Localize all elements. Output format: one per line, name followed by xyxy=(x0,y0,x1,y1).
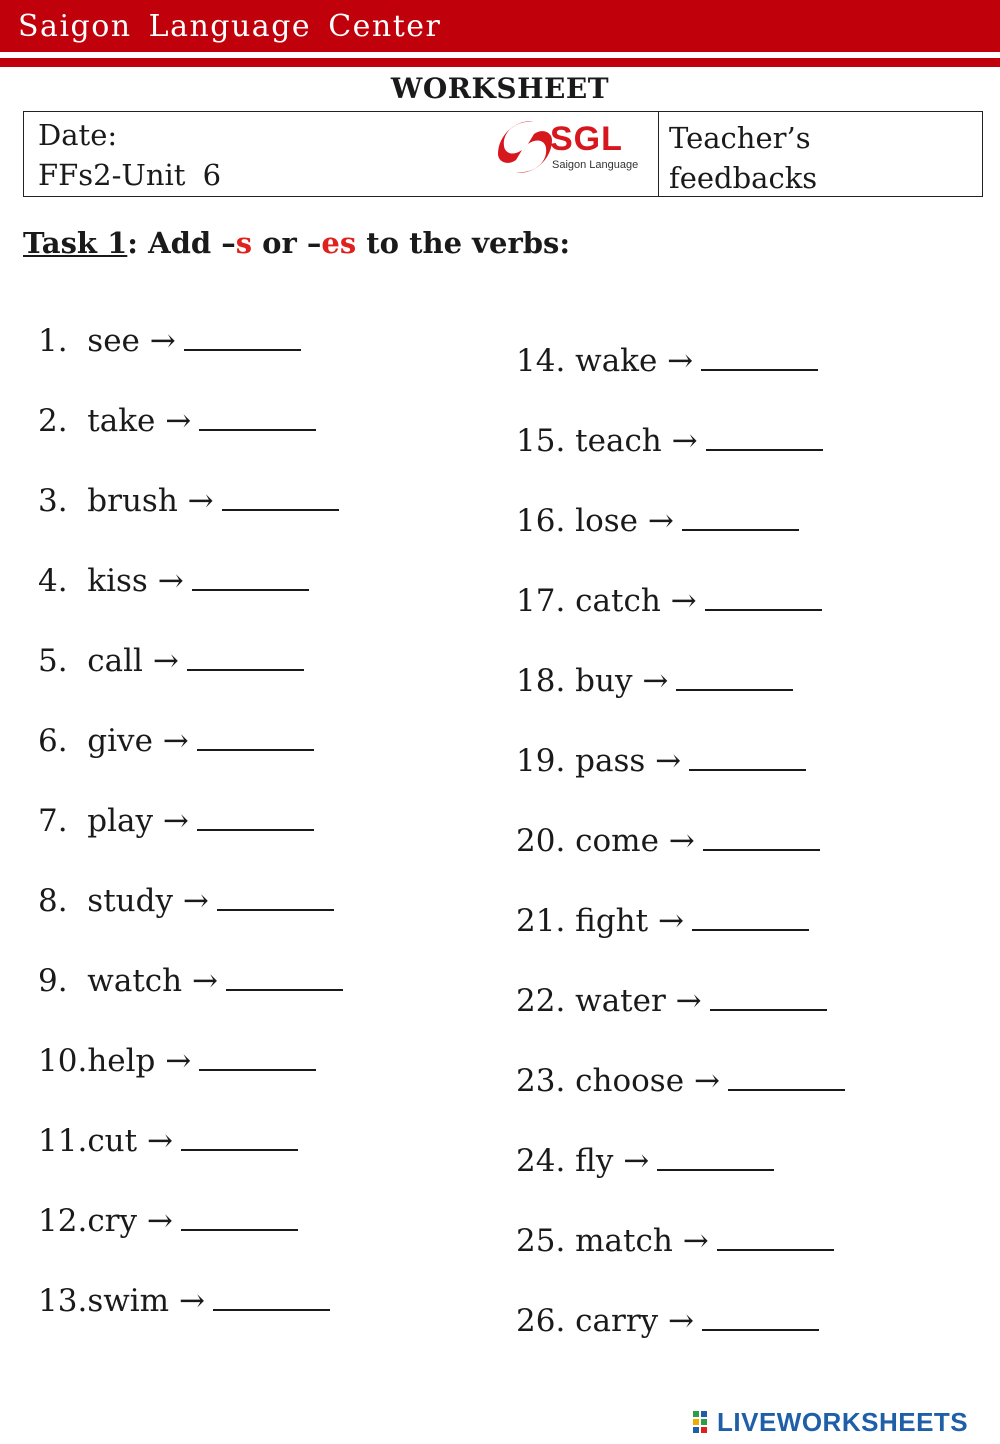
item-verb: catch xyxy=(575,583,661,619)
unit-label: FFs2-Unit 6 xyxy=(38,158,222,192)
arrow-icon: → xyxy=(623,1143,650,1179)
arrow-icon: → xyxy=(149,323,176,359)
exercise-item xyxy=(38,723,314,759)
answer-blank[interactable] xyxy=(226,969,343,991)
suffix-es: es xyxy=(321,226,357,260)
logo-text: SGL xyxy=(550,120,623,158)
exercise-item xyxy=(516,503,799,539)
sgl-swirl-icon xyxy=(494,116,554,176)
arrow-icon: → xyxy=(647,503,674,539)
answer-blank[interactable] xyxy=(710,989,827,1011)
center-name: Saigon Language Center xyxy=(18,9,442,44)
item-verb: cry xyxy=(87,1203,138,1239)
info-box-left xyxy=(23,111,659,197)
exercise-item xyxy=(516,343,818,379)
arrow-icon: → xyxy=(668,1303,694,1339)
exercise-item xyxy=(516,423,823,459)
item-number: 8. xyxy=(38,883,88,919)
answer-blank[interactable] xyxy=(199,409,316,431)
exercise-item xyxy=(516,823,820,859)
answer-blank[interactable] xyxy=(197,729,314,751)
exercise-item xyxy=(38,483,339,519)
info-box-right xyxy=(659,111,983,197)
item-verb: wake xyxy=(575,343,658,379)
arrow-icon: → xyxy=(655,743,682,779)
item-verb: give xyxy=(87,723,153,759)
item-verb: pass xyxy=(575,743,646,779)
item-verb: buy xyxy=(575,663,633,699)
arrow-icon: → xyxy=(157,563,184,599)
exercise-item xyxy=(38,1123,298,1159)
exercise-item xyxy=(516,1063,845,1099)
item-number: 2. xyxy=(38,403,88,439)
footer-brand-text: LIVEWORKSHEETS xyxy=(717,1407,969,1437)
suffix-s: s xyxy=(235,226,253,260)
item-verb: study xyxy=(87,883,173,919)
item-verb: watch xyxy=(87,963,183,999)
exercise-item xyxy=(516,743,806,779)
header-rule xyxy=(0,58,1000,67)
arrow-icon: → xyxy=(675,983,702,1019)
item-number: 22. xyxy=(516,983,576,1019)
task-label: Task 1 xyxy=(23,226,128,260)
liveworksheets-icon xyxy=(693,1411,715,1433)
item-number: 3. xyxy=(38,483,88,519)
item-number: 4. xyxy=(38,563,88,599)
item-number: 21. xyxy=(516,903,576,939)
arrow-icon: → xyxy=(178,1283,205,1319)
item-verb: water xyxy=(575,983,666,1019)
arrow-icon: → xyxy=(165,403,192,439)
item-verb: come xyxy=(575,823,659,859)
exercise-item xyxy=(516,1143,774,1179)
answer-blank[interactable] xyxy=(197,809,314,831)
item-number: 26. xyxy=(516,1303,576,1339)
exercise-item xyxy=(516,1303,819,1339)
exercise-item xyxy=(38,323,301,359)
answer-blank[interactable] xyxy=(184,329,301,351)
exercise-item xyxy=(38,403,316,439)
exercise-item xyxy=(38,563,309,599)
arrow-icon: → xyxy=(668,823,695,859)
arrow-icon: → xyxy=(642,663,669,699)
item-number: 18. xyxy=(516,663,576,699)
item-number: 25. xyxy=(516,1223,576,1259)
item-number: 9. xyxy=(38,963,88,999)
answer-blank[interactable] xyxy=(705,589,822,611)
item-number: 6. xyxy=(38,723,88,759)
item-number: 1. xyxy=(38,323,88,359)
answer-blank[interactable] xyxy=(199,1049,316,1071)
item-number: 5. xyxy=(38,643,88,679)
answer-blank[interactable] xyxy=(187,649,304,671)
arrow-icon: → xyxy=(146,1123,173,1159)
task-text-c: to the verbs: xyxy=(356,226,571,260)
arrow-icon: → xyxy=(187,483,214,519)
exercise-item xyxy=(516,1223,834,1259)
exercise-item xyxy=(38,1203,298,1239)
arrow-icon: → xyxy=(670,583,697,619)
exercise-item xyxy=(516,663,793,699)
exercise-item xyxy=(38,1043,316,1079)
item-verb: swim xyxy=(87,1283,170,1319)
feedback-line-2: feedbacks xyxy=(669,161,818,195)
item-number: 10. xyxy=(38,1043,88,1079)
arrow-icon: → xyxy=(657,903,684,939)
answer-blank[interactable] xyxy=(703,829,820,851)
task-text-a: : Add – xyxy=(127,226,236,260)
exercise-item xyxy=(38,963,343,999)
answer-blank[interactable] xyxy=(181,1209,298,1231)
item-verb: see xyxy=(87,323,140,359)
item-number: 16. xyxy=(516,503,576,539)
exercise-item xyxy=(516,983,827,1019)
arrow-icon: → xyxy=(146,1203,173,1239)
item-verb: call xyxy=(87,643,143,679)
item-number: 17. xyxy=(516,583,576,619)
item-verb: play xyxy=(87,803,154,839)
item-verb: carry xyxy=(575,1303,659,1339)
answer-blank[interactable] xyxy=(702,1309,819,1331)
teacher-feedback-label xyxy=(669,118,817,198)
answer-blank[interactable] xyxy=(217,889,334,911)
exercise-item xyxy=(38,803,314,839)
item-verb: lose xyxy=(575,503,638,539)
item-number: 7. xyxy=(38,803,88,839)
header-banner xyxy=(0,0,1000,52)
answer-blank[interactable] xyxy=(682,509,799,531)
exercise-item xyxy=(38,883,334,919)
item-number: 20. xyxy=(516,823,576,859)
item-verb: brush xyxy=(87,483,178,519)
item-number: 14. xyxy=(516,343,576,379)
item-verb: cut xyxy=(87,1123,138,1159)
answer-blank[interactable] xyxy=(728,1069,845,1091)
arrow-icon: → xyxy=(191,963,218,999)
arrow-icon: → xyxy=(667,343,694,379)
sgl-logo xyxy=(494,116,654,176)
item-number: 12. xyxy=(38,1203,88,1239)
item-number: 15. xyxy=(516,423,576,459)
arrow-icon: → xyxy=(693,1063,720,1099)
arrow-icon: → xyxy=(182,883,209,919)
item-verb: kiss xyxy=(87,563,148,599)
item-verb: choose xyxy=(575,1063,685,1099)
answer-blank[interactable] xyxy=(701,349,818,371)
exercise-item xyxy=(516,903,809,939)
answer-blank[interactable] xyxy=(706,429,823,451)
item-number: 13. xyxy=(38,1283,88,1319)
answer-blank[interactable] xyxy=(657,1149,774,1171)
answer-blank[interactable] xyxy=(213,1289,330,1311)
item-verb: teach xyxy=(575,423,662,459)
answer-blank[interactable] xyxy=(692,909,809,931)
answer-blank[interactable] xyxy=(222,489,339,511)
arrow-icon: → xyxy=(152,643,179,679)
feedback-line-1: Teacher’s xyxy=(669,121,811,155)
task-text-b: or – xyxy=(252,226,322,260)
item-verb: take xyxy=(87,403,156,439)
item-verb: fight xyxy=(575,903,649,939)
item-number: 24. xyxy=(516,1143,576,1179)
arrow-icon: → xyxy=(671,423,698,459)
date-label: Date: xyxy=(38,118,118,152)
exercise-item xyxy=(516,583,822,619)
answer-blank[interactable] xyxy=(181,1129,298,1151)
arrow-icon: → xyxy=(682,1223,709,1259)
item-number: 19. xyxy=(516,743,576,779)
answer-blank[interactable] xyxy=(717,1229,834,1251)
worksheet-title: WORKSHEET xyxy=(390,72,610,105)
item-number: 11. xyxy=(38,1123,88,1159)
item-number: 23. xyxy=(516,1063,576,1099)
arrow-icon: → xyxy=(162,723,189,759)
answer-blank[interactable] xyxy=(676,669,793,691)
answer-blank[interactable] xyxy=(689,749,806,771)
arrow-icon: → xyxy=(165,1043,192,1079)
arrow-icon: → xyxy=(162,803,189,839)
logo-subtext: Saigon Language xyxy=(552,159,639,171)
answer-blank[interactable] xyxy=(192,569,309,591)
exercise-item xyxy=(38,1283,330,1319)
item-verb: fly xyxy=(575,1143,614,1179)
task-instruction xyxy=(23,226,570,260)
exercise-item xyxy=(38,643,304,679)
item-verb: match xyxy=(575,1223,673,1259)
item-verb: help xyxy=(87,1043,156,1079)
